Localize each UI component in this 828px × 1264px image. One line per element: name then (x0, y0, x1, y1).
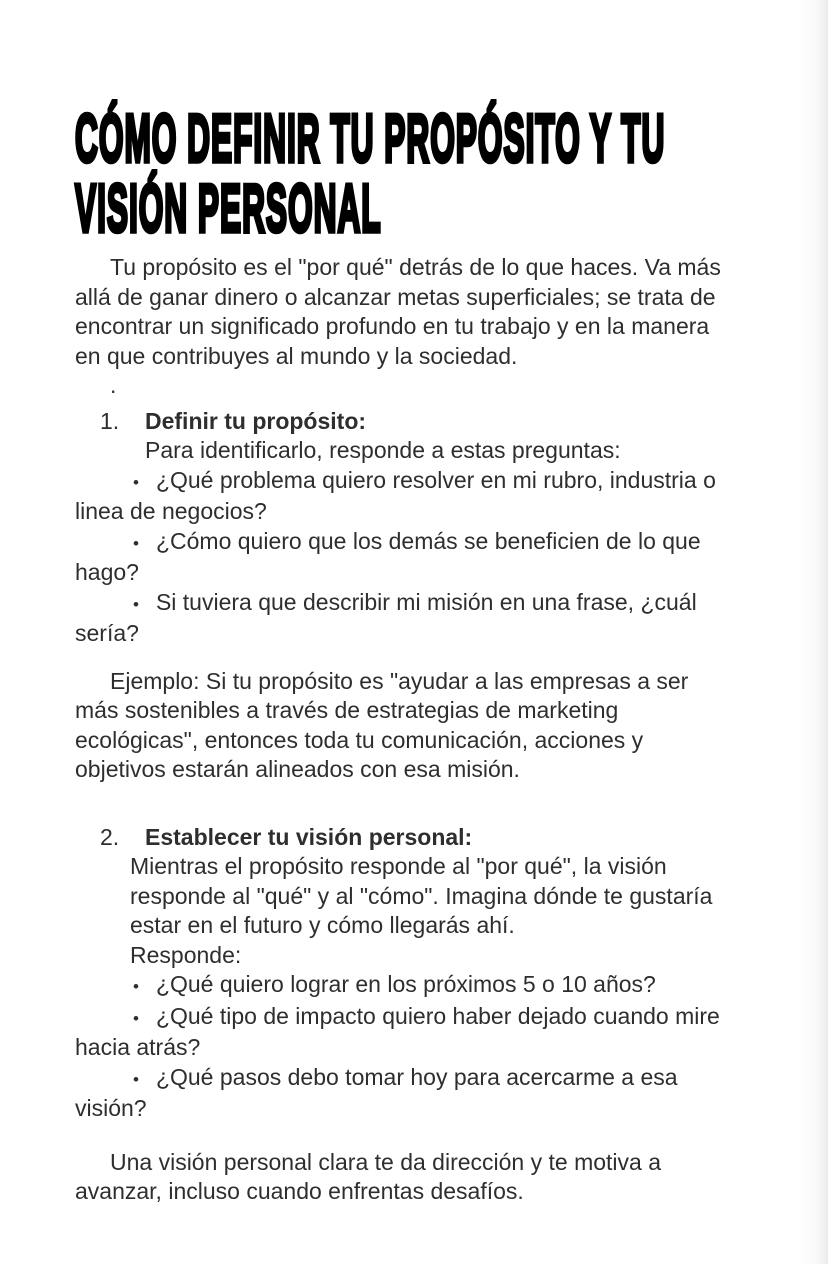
bullet-text: ¿Qué quiero lograr en los próximos 5 o 10 años? (155, 971, 656, 997)
bullet-text: ¿Cómo quiero que los demás se beneficien de lo que hago? (75, 527, 701, 585)
bullet-item (75, 970, 745, 1002)
list-item-2-heading: Establecer tu visión personal: (145, 823, 473, 850)
document-title (75, 100, 755, 246)
closing-paragraph: Una visión personal clara te da dirección y te motiva a avanzar, incluso cuando enfrentas desafíos. (75, 1148, 662, 1204)
list-item-2-body: Mientras el propósito responde al "por qué", la visión responde al "qué" y al "cómo". Imagina dónde te gustaría estar en el futuro y cómo llegarás ahí. (130, 853, 713, 938)
list-item-1-body: Para identificarlo, responde a estas preguntas: (145, 437, 621, 463)
bullet-text: ¿Qué pasos debo tomar hoy para acercarme a esa visión? (75, 1063, 678, 1121)
list-item-1-number: 1. (100, 407, 120, 434)
list-item-1-bullets (75, 466, 745, 649)
bullet-text: ¿Qué tipo de impacto quiero haber dejado cuando mire hacia atrás? (75, 1002, 720, 1060)
list-item-1 (75, 407, 755, 649)
bullet-dot: • (133, 1008, 139, 1028)
list-item-2 (75, 823, 755, 1124)
list-item-2-bullets (75, 970, 745, 1124)
intro-paragraph: Tu propósito es el "por qué" detrás de lo que haces. Va más allá de ganar dinero o alcanzar metas superficiales; se trata de encontrar un significado profundo en tu trabajo y en la manera en que contribuyes al mundo y la sociedad. (75, 254, 721, 369)
bullet-item (75, 1002, 745, 1063)
bullet-dot: • (133, 1069, 139, 1089)
list-item-1-heading: Definir tu propósito: (145, 407, 367, 434)
list-item-2-number: 2. (100, 823, 120, 850)
bullet-dot: • (133, 472, 139, 492)
bullet-dot: • (133, 594, 139, 614)
bullet-item (75, 527, 745, 588)
bullet-text: ¿Qué problema quiero resolver en mi rubro, industria o linea de negocios? (75, 466, 716, 524)
bullet-item (75, 1063, 745, 1124)
document-content (75, 0, 755, 1207)
document-title-line-1: CÓMO DEFINIR TU PROPÓSITO Y TU (75, 100, 666, 176)
document-title-line-2: VISIÓN PERSONAL (75, 170, 382, 246)
list-item-2-body-responde: Responde: (130, 941, 242, 968)
bullet-item (75, 466, 745, 527)
bullet-text: Si tuviera que describir mi misión en una frase, ¿cuál sería? (75, 588, 697, 646)
bullet-dot: • (133, 533, 139, 553)
example-paragraph: Ejemplo: Si tu propósito es "ayudar a las empresas a ser más sostenibles a través de estrategias de marketing ecológicas", entonces toda tu comunicación, acciones y objetivos estarán alineados con esa misión. (75, 667, 689, 782)
bullet-dot: • (133, 977, 139, 996)
page-edge-shadow (798, 0, 828, 1264)
bullet-item (75, 588, 745, 649)
stray-period: . (110, 372, 117, 398)
